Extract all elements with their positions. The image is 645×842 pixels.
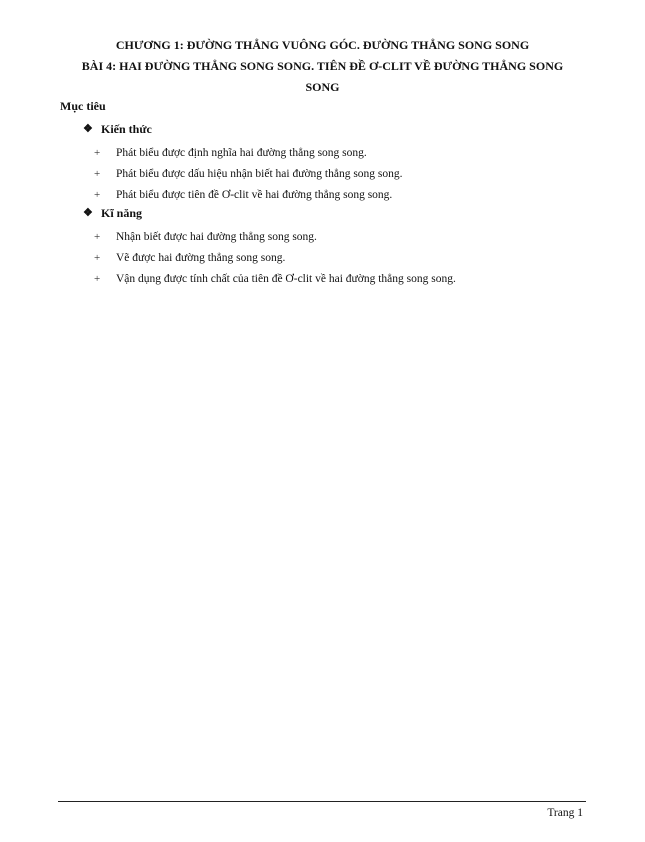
list-item-text: Vận dụng được tính chất của tiên đề Ơ-clit về hai đường thẳng song song. — [116, 273, 456, 285]
chapter-title: CHƯƠNG 1: ĐƯỜNG THẲNG VUÔNG GÓC. ĐƯỜNG THẲNG SONG SONG — [115, 38, 530, 52]
lesson-title-line-2: SONG — [305, 80, 340, 94]
list-item — [83, 269, 456, 290]
list-item — [83, 143, 403, 164]
objective-group-knowledge — [83, 121, 403, 206]
lesson-title-line-1: BÀI 4: HAI ĐƯỜNG THẲNG SONG SONG. TIÊN ĐỀ Ơ-CLIT VỀ ĐƯỜNG THẲNG SONG — [81, 59, 564, 73]
plus-bullet-icon: + — [94, 168, 101, 180]
list-item-text: Nhận biết được hai đường thẳng song song. — [116, 231, 317, 243]
list-item — [83, 164, 403, 185]
plus-bullet-icon: + — [94, 231, 101, 243]
plus-bullet-icon: + — [94, 252, 101, 264]
list-item-text: Vẽ được hai đường thẳng song song. — [116, 252, 286, 264]
diamond-bullet-icon: ❖ — [83, 207, 93, 219]
footer-divider — [58, 801, 586, 802]
group-heading-label: Kĩ năng — [101, 206, 143, 220]
list-item-text: Phát biểu được dấu hiệu nhận biết hai đường thẳng song song. — [116, 168, 403, 180]
group-heading-label: Kiến thức — [101, 122, 152, 136]
plus-bullet-icon: + — [94, 273, 101, 285]
plus-bullet-icon: + — [94, 147, 101, 159]
diamond-bullet-icon: ❖ — [83, 123, 93, 135]
list-item — [83, 227, 456, 248]
list-item-text: Phát biểu được định nghĩa hai đường thẳng song song. — [116, 147, 367, 159]
plus-bullet-icon: + — [94, 189, 101, 201]
list-item — [83, 185, 403, 206]
list-item-text: Phát biểu được tiên đề Ơ-clit về hai đường thẳng song song. — [116, 189, 393, 201]
document-header — [60, 35, 585, 98]
objectives-heading: Mục tiêu — [60, 99, 106, 113]
list-item — [83, 248, 456, 269]
page-number: Trang 1 — [547, 807, 583, 819]
group-heading — [83, 205, 456, 221]
group-heading — [83, 121, 403, 137]
objective-group-skills — [83, 205, 456, 290]
